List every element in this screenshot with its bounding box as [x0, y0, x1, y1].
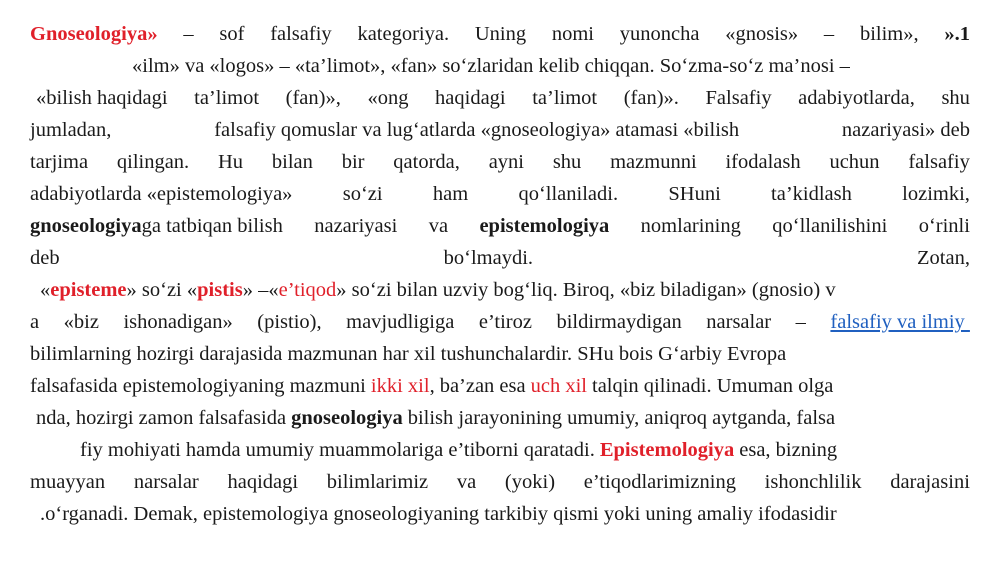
- text-span: –: [823, 23, 835, 45]
- text-span: adabiyotlarda «epistemologiya»: [30, 183, 293, 205]
- text-span: mavjudligiga: [346, 311, 455, 333]
- word-group: [30, 116, 111, 144]
- word-group: [944, 20, 970, 48]
- word-group: [842, 116, 970, 144]
- text-span: muayyan: [30, 471, 106, 493]
- word-group: [620, 20, 700, 48]
- word-group: [479, 212, 609, 240]
- text-line: [30, 308, 970, 336]
- word-group: [739, 436, 837, 464]
- word-group: [343, 180, 383, 208]
- word-group: [272, 148, 313, 176]
- word-group: [40, 276, 836, 304]
- text-span: bilan: [271, 151, 313, 173]
- text-span: darajasini: [890, 471, 970, 493]
- word-group: [706, 84, 772, 112]
- text-line: [40, 276, 970, 304]
- text-span: pistis: [197, 279, 243, 301]
- text-span: falsafiy: [908, 151, 970, 173]
- text-line: [80, 436, 970, 464]
- word-group: [219, 20, 244, 48]
- word-group: [772, 212, 887, 240]
- text-span: bo‘lmaydi.: [443, 247, 534, 269]
- text-span: narsalar: [706, 311, 772, 333]
- word-group: [36, 404, 286, 432]
- word-group: [30, 308, 39, 336]
- text-span: lozimki,: [902, 183, 970, 205]
- word-group: [824, 20, 834, 48]
- word-group: [830, 308, 969, 336]
- word-group: [902, 180, 970, 208]
- text-line: [30, 212, 970, 240]
- word-group: [531, 372, 587, 400]
- text-span: SHuni: [668, 183, 721, 205]
- text-span: adabiyotlarda,: [798, 87, 915, 109]
- text-span: e’tiroz: [478, 311, 532, 333]
- text-span: talqin qilinadi. Umuman olga: [592, 375, 834, 397]
- word-group: [600, 436, 734, 464]
- text-span: (fan)».: [623, 87, 679, 109]
- text-span: o‘rinli: [918, 215, 970, 237]
- text-span: nda, hozirgi zamon falsafasida: [36, 407, 287, 429]
- text-span: falsafiy qomuslar va lug‘atlarda «gnoseologiya» atamasi «bilish: [214, 119, 740, 141]
- text-line: [132, 52, 970, 80]
- text-span: (pistio),: [257, 311, 322, 333]
- text-span: –: [183, 23, 194, 45]
- text-span: ishonchlilik: [764, 471, 862, 493]
- word-group: [117, 148, 189, 176]
- text-span: nomi: [551, 23, 595, 45]
- text-span: uchun: [829, 151, 880, 173]
- text-span: ta’kidlash: [771, 183, 852, 205]
- text-span: Gnoseologiya»: [30, 23, 158, 45]
- word-group: [725, 148, 800, 176]
- word-group: [40, 500, 837, 528]
- text-line: [30, 116, 970, 144]
- word-group: [592, 372, 833, 400]
- text-span: nazariyasi» deb: [841, 119, 970, 141]
- word-group: [80, 436, 595, 464]
- text-span: bilim»,: [859, 23, 919, 45]
- word-group: [327, 468, 428, 496]
- word-group: [798, 84, 915, 112]
- word-group: [641, 212, 741, 240]
- text-span: qilingan.: [116, 151, 190, 173]
- text-span: gnoseologiya: [30, 215, 142, 237]
- text-span: mazmunni: [610, 151, 697, 173]
- word-group: [367, 84, 408, 112]
- text-span: » –«: [242, 279, 279, 301]
- text-span: qatorda,: [393, 151, 460, 173]
- text-span: .o‘rganadi. Demak, epistemologiya gnoseologiyaning tarkibiy qismi yoki uning amaliy ifodasidir: [40, 503, 837, 525]
- text-span: uch xil: [530, 375, 587, 397]
- text-link[interactable]: falsafiy va ilmiy: [830, 311, 970, 333]
- text-span: deb: [30, 247, 60, 269]
- text-line: [30, 244, 970, 272]
- word-group: [270, 20, 331, 48]
- word-group: [123, 308, 232, 336]
- text-line: [30, 148, 970, 176]
- word-group: [829, 148, 879, 176]
- text-span: shu: [941, 87, 970, 109]
- word-group: [919, 212, 970, 240]
- word-group: [30, 468, 105, 496]
- text-span: » so‘zi «: [126, 279, 198, 301]
- word-group: [518, 180, 618, 208]
- word-group: [556, 308, 681, 336]
- text-span: bildirmaydigan: [556, 311, 682, 333]
- word-group: [668, 180, 720, 208]
- text-span: ba’zan esa: [439, 375, 526, 397]
- text-line: [40, 500, 970, 528]
- word-group: [796, 308, 806, 336]
- word-group: [429, 212, 448, 240]
- word-group: [36, 84, 168, 112]
- word-group: [475, 20, 526, 48]
- word-group: [553, 148, 581, 176]
- word-group: [489, 148, 524, 176]
- word-group: [30, 340, 786, 368]
- word-group: [30, 20, 158, 48]
- text-span: Epistemologiya: [599, 439, 735, 461]
- text-span: a: [30, 311, 40, 333]
- text-span: bilish jarayonining umumiy, aniqroq aytganda, falsa: [407, 407, 836, 429]
- word-group: [183, 20, 193, 48]
- word-group: [30, 212, 283, 240]
- word-group: [371, 372, 435, 400]
- text-span: esa, bizning: [739, 439, 838, 461]
- text-span: e’tiqodlarimizning: [583, 471, 736, 493]
- text-span: bir: [341, 151, 365, 173]
- text-span: ta’limot: [532, 87, 598, 109]
- text-span: ga tatbiqan bilish: [141, 215, 283, 237]
- text-span: «bilish haqidagi: [36, 87, 168, 109]
- text-span: Falsafiy: [705, 87, 772, 109]
- word-group: [532, 84, 597, 112]
- text-span: falsafasida epistemologiyaning mazmuni: [30, 375, 366, 397]
- text-span: nomlarining: [640, 215, 741, 237]
- word-group: [435, 84, 506, 112]
- text-span: (fan)»,: [285, 87, 341, 109]
- word-group: [860, 20, 919, 48]
- word-group: [706, 308, 771, 336]
- text-span: va: [428, 215, 449, 237]
- text-span: gnoseologiya: [291, 407, 403, 429]
- word-group: [286, 84, 341, 112]
- word-group: [457, 468, 476, 496]
- text-span: fiy mohiyati hamda umumiy muammolariga e’tiborni qaratadi.: [80, 439, 595, 461]
- text-line: [30, 468, 970, 496]
- text-span: Hu: [218, 151, 244, 173]
- text-span: ayni: [488, 151, 524, 173]
- word-group: [624, 84, 679, 112]
- word-group: [134, 468, 199, 496]
- word-group: [218, 148, 243, 176]
- text-span: haqidagi: [435, 87, 506, 109]
- word-group: [941, 84, 969, 112]
- text-line: [36, 84, 970, 112]
- word-group: [584, 468, 736, 496]
- text-span: » so‘zi bilan uzviy bog‘liq. Biroq, «biz biladigan» (gnosio) v: [336, 279, 836, 301]
- word-group: [357, 20, 449, 48]
- word-group: [444, 244, 533, 272]
- text-span: episteme: [50, 279, 127, 301]
- text-span: kategoriya.: [357, 23, 450, 45]
- text-span: nazariyasi: [314, 215, 398, 237]
- text-span: «ong: [367, 87, 409, 109]
- text-span: falsafiy: [270, 23, 332, 45]
- text-span: ifodalash: [725, 151, 801, 173]
- word-group: [433, 180, 468, 208]
- footnote-mark: ».1: [944, 23, 970, 45]
- word-group: [194, 84, 259, 112]
- text-line: [30, 180, 970, 208]
- text-span: ham: [432, 183, 469, 205]
- text-line: [30, 340, 970, 368]
- word-group: [765, 468, 862, 496]
- word-group: [771, 180, 852, 208]
- word-group: [890, 468, 970, 496]
- text-span: epistemologiya: [479, 215, 610, 237]
- text-span: ishonadigan»: [123, 311, 233, 333]
- word-group: [64, 308, 99, 336]
- text-line: [30, 20, 970, 48]
- word-group: [393, 148, 460, 176]
- word-group: [346, 308, 454, 336]
- text-span: «: [40, 279, 51, 301]
- word-group: [314, 212, 397, 240]
- text-line: [36, 404, 970, 432]
- text-span: narsalar: [133, 471, 199, 493]
- word-group: [30, 180, 292, 208]
- text-span: qo‘llaniladi.: [518, 183, 619, 205]
- word-group: [132, 52, 850, 80]
- text-span: Uning: [474, 23, 527, 45]
- text-span: va: [456, 471, 477, 493]
- word-group: [227, 468, 298, 496]
- text-span: Zotan,: [917, 247, 970, 269]
- word-group: [408, 404, 835, 432]
- text-span: «biz: [63, 311, 99, 333]
- text-span: tarjima: [30, 151, 89, 173]
- text-span: shu: [552, 151, 582, 173]
- text-span: e’tiqod: [278, 279, 337, 301]
- word-group: [917, 244, 970, 272]
- text-span: «ilm» va «logos» – «ta’limot», «fan» so‘zlaridan kelib chiqqan. So‘zma-so‘z ma’nosi –: [132, 55, 850, 77]
- word-group: [440, 372, 526, 400]
- text-span: qo‘llanilishini: [772, 215, 888, 237]
- word-group: [342, 148, 365, 176]
- word-group: [725, 20, 798, 48]
- text-line: [30, 372, 970, 400]
- text-span: «gnosis»: [725, 23, 799, 45]
- word-group: [30, 244, 60, 272]
- text-span: ,: [429, 375, 435, 397]
- text-span: yunoncha: [619, 23, 700, 45]
- word-group: [479, 308, 532, 336]
- word-group: [257, 308, 321, 336]
- text-span: ikki xil: [370, 375, 430, 397]
- word-group: [214, 116, 739, 144]
- word-group: [552, 20, 594, 48]
- word-group: [908, 148, 969, 176]
- text-span: jumladan,: [30, 119, 112, 141]
- word-group: [610, 148, 697, 176]
- text-span: haqidagi: [227, 471, 299, 493]
- text-span: bilimlarimiz: [326, 471, 429, 493]
- word-group: [291, 404, 403, 432]
- text-span: bilimlarning hozirgi darajasida mazmunan har xil tushunchalardir. SHu bois G‘arbiy Evropa: [30, 343, 787, 365]
- text-span: –: [795, 311, 806, 333]
- word-group: [30, 148, 88, 176]
- text-span: sof: [219, 23, 245, 45]
- text-span: (yoki): [504, 471, 556, 493]
- text-span: so‘zi: [342, 183, 383, 205]
- text-span: ta’limot: [194, 87, 260, 109]
- word-group: [30, 372, 366, 400]
- word-group: [505, 468, 555, 496]
